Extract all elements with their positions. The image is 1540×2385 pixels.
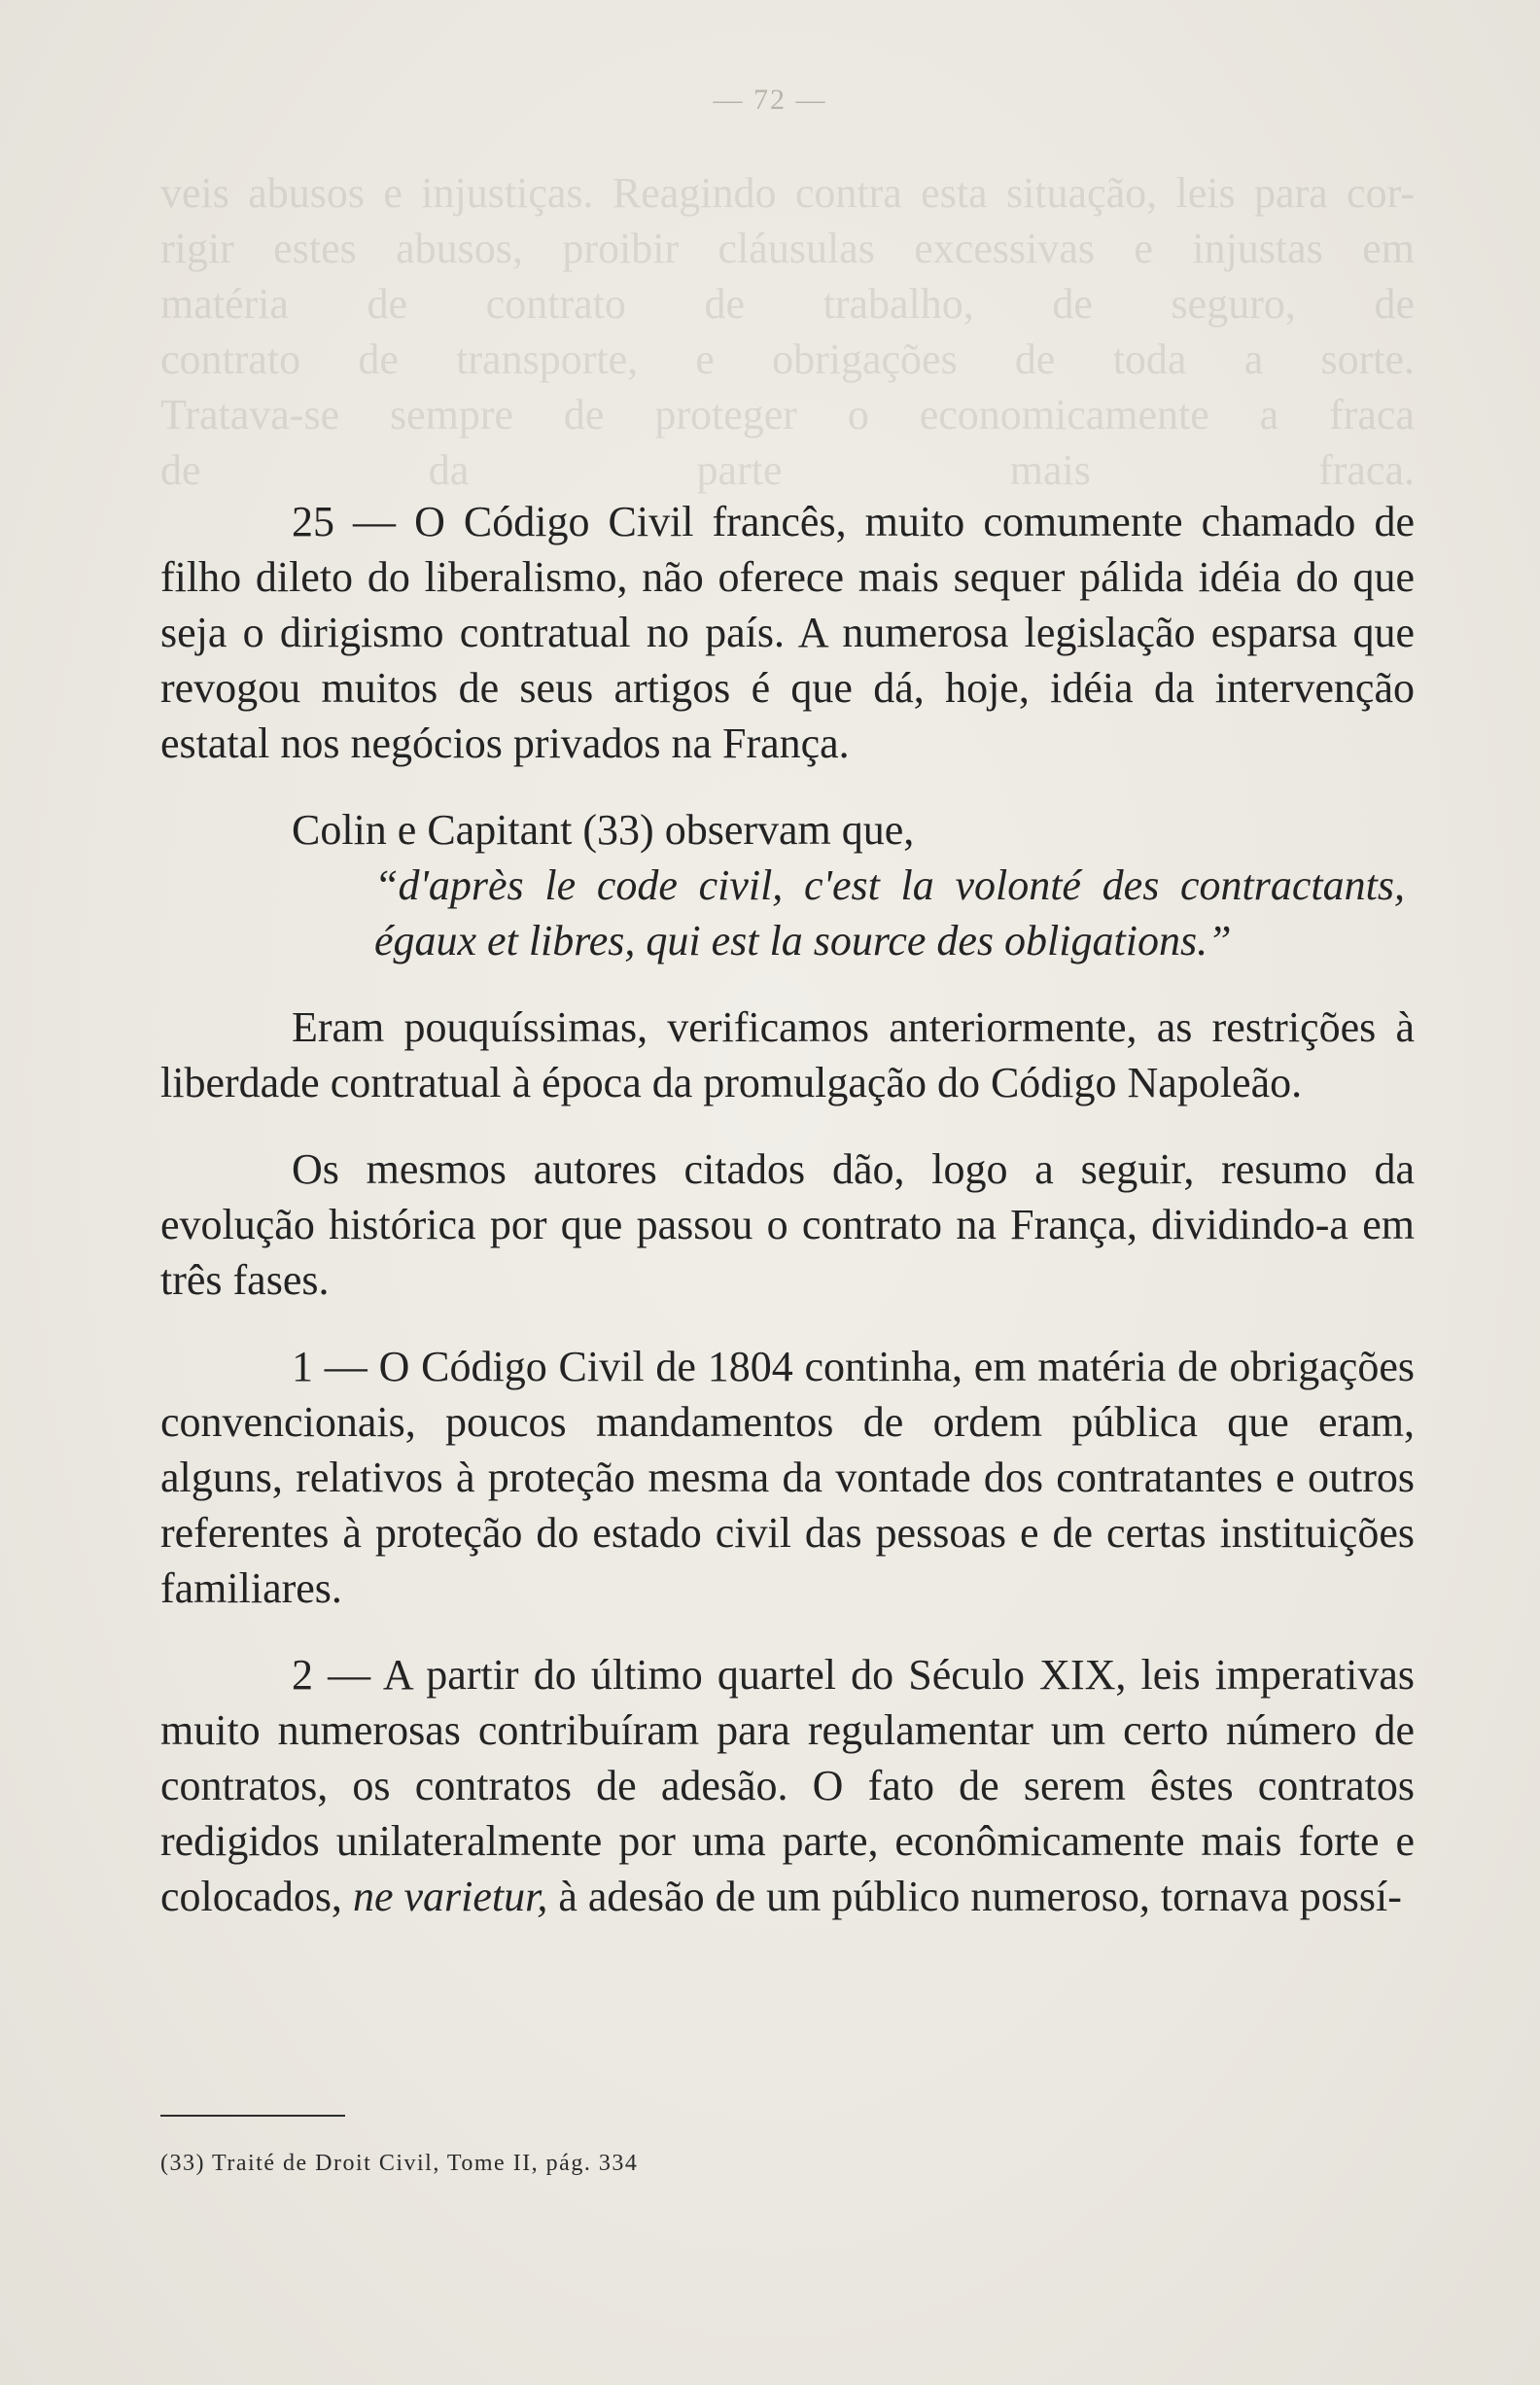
ghost-line: de da parte mais fraca.: [160, 446, 1415, 494]
paragraph-eram: Eram pouquíssimas, verificamos anteriormente, as restrições à liberdade contratual à época da promulgação do Código Napoleão.: [160, 1003, 1415, 1106]
french-quotation: “d'après le code civil, c'est la volonté des contractants, égaux et libres, qui est la source des obligations.”: [374, 861, 1405, 965]
ghost-line: Tratava-se sempre de proteger o economicamente a fraca: [160, 391, 1415, 438]
ne-varietur-italic: ne varietur,: [352, 1873, 548, 1920]
paragraph-fase-2-part-c: à adesão de um público numeroso, tornava possí-: [547, 1873, 1402, 1920]
paragraph-os-mesmos: Os mesmos autores citados dão, logo a seguir, resumo da evolução histórica por que passou o contrato na França, dividindo-a em três fases.: [160, 1145, 1415, 1304]
ghost-line: veis abusos e injustiças. Reagindo contra esta situação, leis para cor-: [160, 169, 1415, 217]
paragraph-fase-2: [160, 1647, 1415, 1924]
footnote-divider: [160, 2115, 345, 2117]
main-text: [160, 494, 1415, 1924]
ghost-line: rigir estes abusos, proibir cláusulas excessivas e injustas em: [160, 225, 1415, 272]
page-number: — 72 —: [713, 84, 827, 116]
paragraph-fase-2-part-a: 2 — A partir do último quartel do Século XIX, leis imperativas muito numerosas contribuíram para regulamentar um certo número de contratos, os contratos de adesão. O fato de serem êstes contratos redigidos unilateralmente por uma parte, econômicamente mais forte e colocados,: [160, 1651, 1415, 1920]
ghost-line: contrato de transporte, e obrigações de toda a sorte.: [160, 335, 1415, 383]
paragraph-25: 25 — O Código Civil francês, muito comumente chamado de filho dileto do liberalismo, não oferece mais sequer pálida idéia do que seja o dirigismo contratual no país. A numerosa legislação esparsa que revogou muitos de seus artigos é que dá, hoje, idéia da intervenção estatal nos negócios privados na França.: [160, 498, 1415, 767]
bleed-through-text: [160, 165, 1415, 498]
paragraph-colin-capitant: Colin e Capitant (33) observam que,: [292, 806, 915, 854]
paragraph-fase-1: 1 — O Código Civil de 1804 continha, em matéria de obrigações convencionais, poucos mandamentos de ordem pública que eram, alguns, relativos à proteção mesma da vontade dos contratantes e outros referentes à proteção do estado civil das pessoas e de certas instituições familiares.: [160, 1343, 1415, 1612]
ghost-line: matéria de contrato de trabalho, de seguro, de: [160, 280, 1415, 328]
footnote-33: (33) Traité de Droit Civil, Tome II, pág. 334: [160, 2151, 639, 2176]
